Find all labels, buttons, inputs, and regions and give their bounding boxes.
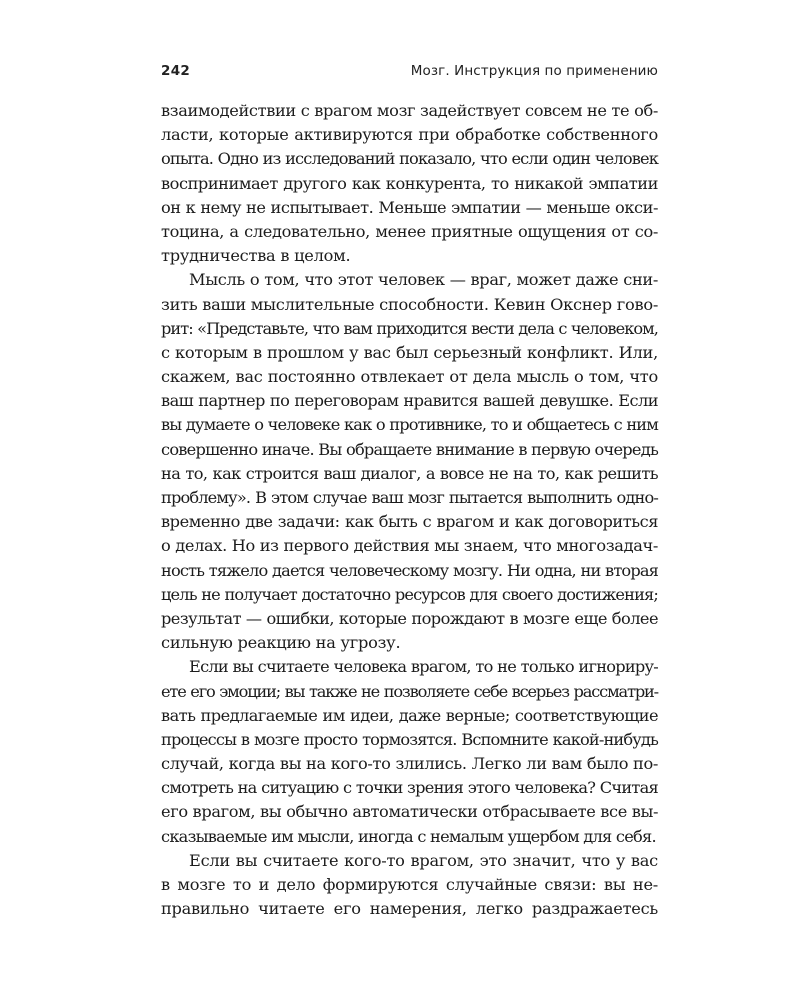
text-line: зить ваши мыслительные способности. Кевин Окснер гово- <box>161 294 659 314</box>
text-line: Мысль о том, что этот человек — враг, может даже сни- <box>189 270 658 290</box>
text-line: Если вы считаете человека врагом, то не только игнориру- <box>189 657 658 677</box>
text-line: на то, как строится ваш диалог, а вовсе не на то, как решить <box>161 463 658 483</box>
page-number: 242 <box>161 63 191 79</box>
text-line: скажем, вас постоянно отвлекает от дела мысль о том, что <box>161 367 658 387</box>
text-line: Если вы считаете кого-то врагом, это значит, что у вас <box>189 850 658 870</box>
text-line: вать предлагаемые им идеи, даже верные; соответствующие <box>161 705 658 725</box>
text-line: случай, когда вы на кого-то злились. Легко ли вам было по- <box>161 754 658 774</box>
text-line: ность тяжело дается человеческому мозгу. Ни одна, ни вторая <box>161 560 658 580</box>
text-line: ете его эмоции; вы также не позволяете себе всерьез рассматри- <box>161 681 658 701</box>
text-line: проблему». В этом случае ваш мозг пытается выполнить одно- <box>161 488 658 507</box>
text-line: цель не получает достаточно ресурсов для своего достижения; <box>161 584 658 604</box>
text-line: временно две задачи: как быть с врагом и как договориться <box>161 512 658 532</box>
text-line: рит: «Представьте, что вам приходится вести дела с человеком, <box>161 318 658 338</box>
text-line: с которым в прошлом у вас был серьезный конфликт. Или, <box>161 342 658 362</box>
running-header <box>161 60 658 82</box>
text-line: результат — ошибки, которые порождают в мозге еще более <box>161 608 658 628</box>
text-line: о делах. Но из первого действия мы знаем, что многозадач- <box>161 536 658 556</box>
text-line: вы думаете о человеке как о противнике, то и общаетесь с ним <box>161 415 658 435</box>
text-line: трудничества в целом. <box>161 246 351 266</box>
text-line: тоцина, а следовательно, менее приятные ощущения от со- <box>161 221 658 241</box>
text-line: он к нему не испытывает. Меньше эмпатии — меньше окси- <box>161 197 658 217</box>
body-text <box>161 99 658 921</box>
text-line: процессы в мозге просто тормозятся. Вспомните какой-нибудь <box>161 729 658 749</box>
text-line: совершенно иначе. Вы обращаете внимание в первую очередь <box>161 439 659 459</box>
text-line: ласти, которые активируются при обработке собственного <box>161 125 658 145</box>
text-line: правильно читаете его намерения, легко раздражаетесь <box>161 899 658 919</box>
text-line: его врагом, вы обычно автоматически отбрасываете все вы- <box>161 802 659 822</box>
text-line: смотреть на ситуацию с точки зрения этого человека? Считая <box>161 778 658 798</box>
book-title: Мозг. Инструкция по применению <box>410 63 658 79</box>
text-line: в мозге то и дело формируются случайные связи: вы не- <box>161 875 658 894</box>
text-line: сказываемые им мысли, иногда с немалым ущербом для себя. <box>161 826 656 846</box>
text-line: сильную реакцию на угрозу. <box>161 633 401 653</box>
text-line: взаимодействии с врагом мозг задействует совсем не те об- <box>161 101 658 120</box>
text-line: воспринимает другого как конкурента, то никакой эмпатии <box>161 173 658 193</box>
text-line: ваш партнер по переговорам нравится вашей девушке. Если <box>161 391 658 411</box>
text-line: опыта. Одно из исследований показало, что если один человек <box>161 149 658 169</box>
